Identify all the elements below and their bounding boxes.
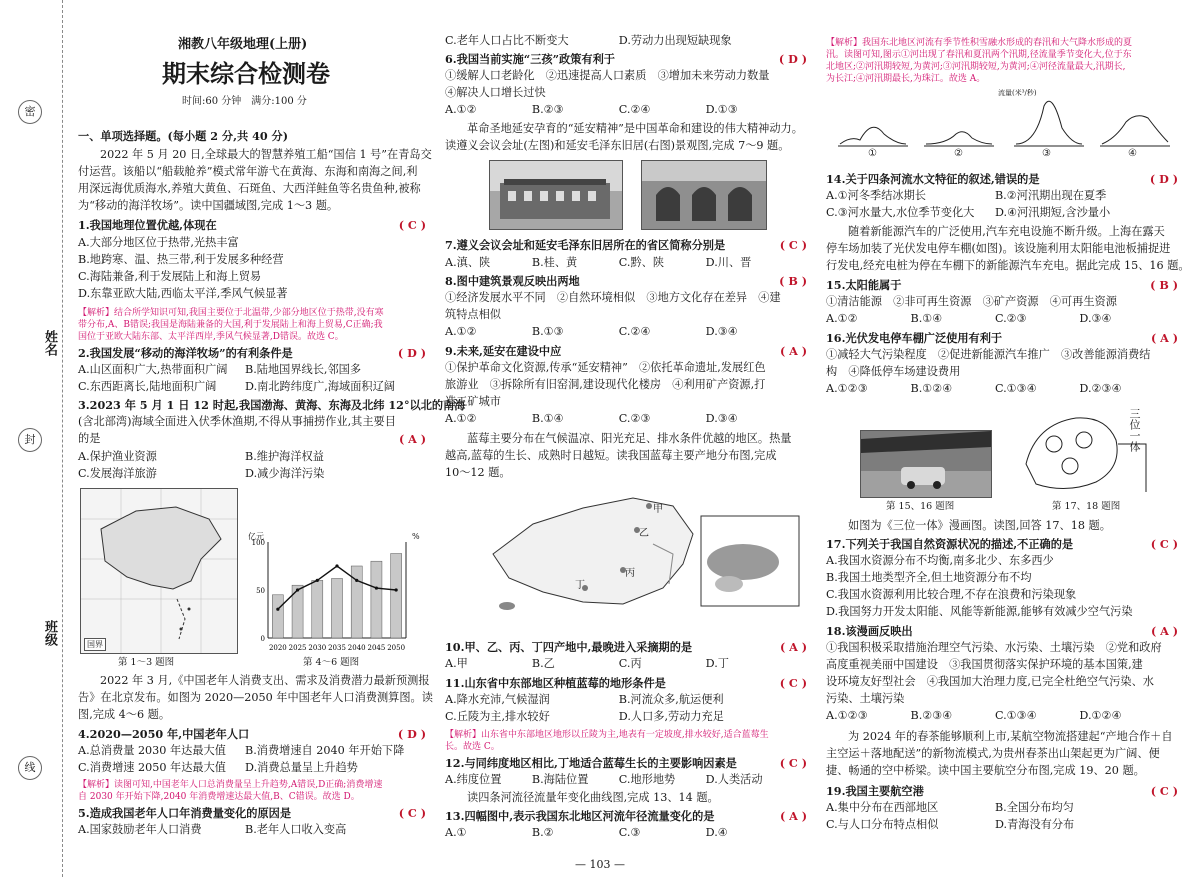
option-row (445, 412, 807, 426)
question-stem: 7.遵义会议会址和延安毛泽东旧居所在的省区简称分别是 (445, 238, 726, 252)
question-stem: 1.我国地理位置优越,体现在 (78, 218, 217, 232)
intro-line: 捷、畅通的空中桥梁。读中国主要航空分布图,完成 19、20 题。 (826, 764, 1145, 777)
option: D.南北跨纬度广,海域面积辽阔 (245, 380, 395, 393)
option: D.④ (705, 826, 728, 839)
option: D.川、晋 (705, 256, 752, 269)
option: C.丘陵为主,排水较好 (445, 710, 550, 723)
option: D.③④ (705, 325, 738, 338)
option-row (78, 380, 426, 394)
option: C.②③ (618, 412, 651, 425)
runoff-drawing (826, 88, 1176, 164)
option-row (826, 709, 1178, 723)
option: C.地形地势 (618, 773, 676, 786)
explanation: 北地区;②河汛期较短,为黄河;③河汛期较短,为黄河;④河径流量最大,汛期长, (826, 62, 1126, 72)
option: C.②④ (618, 103, 651, 116)
option-row (826, 312, 1178, 326)
intro-line: 用深远海优质海水,养殖大黄鱼、石斑鱼、大西洋鲑鱼等名贵鱼种,被称 (78, 182, 421, 195)
answer-mark: ( C ) (779, 756, 807, 770)
statement-items: ①清洁能源 ②非可再生资源 ③矿产资源 ④可再生资源 (826, 295, 1117, 308)
answer-mark: ( C ) (398, 218, 426, 232)
option: D.消费总量呈上升趋势 (245, 761, 358, 774)
answer-mark: ( A ) (779, 640, 807, 654)
option: D.劳动力出现短缺现象 (618, 34, 732, 47)
option-row (445, 325, 807, 339)
option: C.③河水量大,水位季节变化大 (826, 206, 975, 219)
question-3 (78, 432, 426, 446)
option: A.降水充沛,气候湿润 (445, 693, 550, 706)
option-row (78, 823, 426, 837)
option: B.①④ (531, 412, 564, 425)
option: B.消费增速自 2040 年开始下降 (245, 744, 405, 757)
option-row (826, 382, 1178, 396)
option: A.①②③ (826, 709, 868, 722)
yanan-residence-photo (641, 160, 767, 230)
option: A.①② (445, 412, 477, 425)
intro-line: 10～12 题。 (445, 466, 511, 479)
option-row (78, 450, 426, 464)
x-tick-label: 2040 (347, 644, 366, 652)
option-row (826, 206, 1178, 220)
option: B.地跨寒、温、热三带,利于发展多种经营 (78, 253, 284, 266)
option-row (445, 657, 807, 671)
option: B.老年人口收入变高 (245, 823, 347, 836)
solar-carport-drawing (861, 431, 991, 497)
option: D.我国努力开发太阳能、风能等新能源,能够有效减少空气污染 (826, 605, 1133, 618)
answer-mark: ( C ) (779, 676, 807, 690)
statement-items: 造工矿城市 (445, 395, 501, 408)
option-row (826, 818, 1178, 832)
option: A.甲 (445, 657, 468, 670)
question-stem: 4.2020—2050 年,中国老年人口 (78, 727, 250, 741)
option: D.减少海洋污染 (245, 467, 325, 480)
x-tick-label: 2035 (328, 644, 346, 652)
option: C.发展海洋旅游 (78, 467, 157, 480)
option: B.①④ (910, 312, 943, 325)
answer-mark: ( A ) (779, 344, 807, 358)
intro-line: 蓝莓主要分布在气候温凉、阳光充足、排水条件优越的地区。热量 (467, 432, 792, 445)
river-runoff-graphs (826, 88, 1176, 164)
statement-items: 旅游业 ③拆除所有旧窑洞,建设现代化楼房 ④利用矿产资源,打 (445, 378, 766, 391)
option-row (78, 744, 426, 758)
answer-mark: ( A ) (1150, 331, 1178, 345)
chart-svg (246, 530, 424, 654)
option: C.老年人口占比不断变大 (445, 34, 569, 47)
question-stem: 10.甲、乙、丙、丁四产地中,最晚进入采摘期的是 (445, 640, 693, 654)
option: C.③ (618, 826, 641, 839)
question-stem: 11.山东省中东部地区种植蓝莓的地形条件是 (445, 676, 666, 690)
option-row (445, 773, 807, 787)
blueberry-map-drawing (473, 484, 803, 630)
option: A.保护渔业资源 (78, 450, 157, 463)
option-row (445, 34, 807, 48)
intro-line: 为“移动的海洋牧场”。读中国疆域图,完成 1～3 题。 (78, 199, 339, 212)
intro-line: 越高,蓝莓的生长、成熟时日越短。读我国蓝莓主要产地分布图,完成 (445, 449, 777, 462)
intro-line: 图,完成 4～6 题。 (78, 708, 171, 721)
answer-mark: ( C ) (1150, 537, 1178, 551)
option: B.②河汛期出现在夏季 (994, 189, 1107, 202)
explanation: 带分布,A、B错误;我国是海陆兼备的大国,利于发展陆上和海上贸易,C正确;我 (78, 320, 383, 330)
graph-label: ④ (1128, 148, 1137, 159)
intro-line: 行发电,经充电桩为停在车棚下的新能源汽车充电。据此完成 15、16 题。 (826, 259, 1190, 272)
series-title: 湘教八年级地理(上册) (178, 37, 308, 52)
intro-line: 告》在北京发布。如图为 2020—2050 年中国老年人口消费测算图。读 (78, 691, 433, 704)
question-9 (445, 344, 807, 359)
question-17 (826, 537, 1178, 552)
question-2 (78, 346, 426, 361)
option-row (78, 467, 426, 481)
statement-items: ①我国积极采取措施治理空气污染、水污染、土壤污染 ②党和政府 (826, 641, 1162, 654)
question-stem: 14.关于四条河流水文特征的叙述,错误的是 (826, 172, 1040, 186)
graph-label: ② (954, 148, 963, 159)
figure-caption: 第 1～3 题图 (118, 657, 175, 668)
question-stem: 18.该漫画反映出 (826, 624, 913, 638)
option: B.② (531, 826, 554, 839)
figure-caption: 第 4～6 题图 (303, 657, 360, 668)
option: D.人类活动 (705, 773, 763, 786)
option: C.黔、陕 (618, 256, 665, 269)
option: C.海陆兼备,利于发展陆上和海上贸易 (78, 270, 262, 283)
y-tick-label: 0 (260, 635, 265, 643)
consumption-bar (371, 561, 382, 638)
answer-mark: ( D ) (778, 52, 807, 66)
consumption-bar (312, 580, 323, 638)
statement-items: 筑特点相似 (445, 308, 501, 321)
consumption-chart (246, 530, 424, 654)
intro-line: 付运营。该船以“船载舱养”模式常年游弋在黄海、东海和南海之间,利 (78, 165, 418, 178)
option: A.①② (826, 312, 858, 325)
exam-meta: 时间:60 分钟 满分:100 分 (182, 96, 307, 107)
cartoon-char: 三 (1128, 408, 1141, 419)
consumption-bar (391, 554, 402, 638)
option-row (826, 189, 1178, 203)
intro-line: 革命圣地延安孕育的“延安精神”是中国革命和建设的伟大精神动力。 (467, 122, 803, 135)
x-tick-label: 2050 (387, 644, 406, 652)
option: C.我国水资源利用比较合理,不存在浪费和污染现象 (826, 588, 1077, 601)
intro-line: 主空运＋落地配送”的新物流模式,为贵州春茶出山架起更为广阔、便 (826, 747, 1160, 760)
answer-mark: ( D ) (397, 727, 426, 741)
intro-line: 2022 年 3 月,《中国老年人消费支出、需求及消费潜力最新预测报 (100, 674, 430, 687)
x-tick-label: 2045 (367, 644, 386, 652)
option: C.与人口分布特点相似 (826, 818, 939, 831)
option: C.②③ (994, 312, 1027, 325)
question-stem: 16.光伏发电停车棚广泛使用有利于 (826, 331, 1003, 345)
zunyi-site-drawing (490, 161, 622, 229)
option: A.山区面积广大,热带面积广阔 (78, 363, 228, 376)
answer-mark: ( A ) (398, 432, 426, 446)
option-row (445, 103, 807, 117)
question-stem: 15.太阳能属于 (826, 278, 902, 292)
explanation: 【解析】我国东北地区河流有季节性积雪融水形成的春汛和大气降水形成的夏 (826, 38, 1133, 48)
option: A.集中分布在西部地区 (826, 801, 939, 814)
statement-items: ①经济发展水平不同 ②自然环境相似 ③地方文化存在差异 ④建 (445, 291, 781, 304)
option: B.桂、黄 (531, 256, 578, 269)
option: B.乙 (531, 657, 555, 670)
statement-items: ④解决人口增长过快 (445, 86, 546, 99)
zunyi-site-photo (489, 160, 623, 230)
graph-unit: 流量(米³/秒) (998, 89, 1037, 97)
statement-items: ①保护革命文化资源,传承“延安精神” ②依托革命遗址,发展红色 (445, 361, 766, 374)
option-row (78, 363, 426, 377)
question-3-stem: (含北部湾)海域全面进入伏季休渔期,不得从事捕捞作业,其主要目 (78, 415, 396, 428)
site-label-jia: 甲 (653, 504, 663, 515)
answer-mark: ( B ) (779, 274, 807, 288)
intro-line: 停车场加装了光伏发电停车棚(如图)。该设施利用太阳能电池板捕捉进 (826, 242, 1171, 255)
option: B.全国分布均匀 (994, 801, 1074, 814)
statement-items: ①减轻大气污染程度 ②促进新能源汽车推广 ③改善能源消费结 (826, 348, 1151, 361)
question-stem: 5.造成我国老年人口年消费量变化的原因是 (78, 806, 292, 820)
option: A.我国水资源分布不均衡,南多北少、东多西少 (826, 554, 1054, 567)
graph-label: ③ (1042, 148, 1051, 159)
seal-mark: 线 (18, 756, 42, 780)
option: A.国家鼓励老年人口消费 (78, 823, 202, 836)
option: A.①② (445, 325, 477, 338)
statement-items: 设环境友好型社会 ④我国加大治理力度,已完全杜绝空气污染、水 (826, 675, 1154, 688)
china-map-drawing (81, 489, 237, 653)
explanation: 长。故选 C。 (445, 742, 500, 752)
option: D.③④ (1079, 312, 1112, 325)
option: A.纬度位置 (445, 773, 502, 786)
question-7 (445, 238, 807, 253)
answer-mark: ( C ) (779, 238, 807, 252)
question-stem: 12.与同纬度地区相比,丁地适合蓝莓生长的主要影响因素是 (445, 756, 737, 770)
answer-mark: ( D ) (397, 346, 426, 360)
option: D.人口多,劳动力充足 (618, 710, 724, 723)
option: B.维护海洋权益 (245, 450, 324, 463)
option: B.海陆位置 (531, 773, 589, 786)
question-16 (826, 331, 1178, 346)
option: D.东靠亚欧大陆,西临太平洋,季风气候显著 (78, 287, 288, 300)
statement-items: 构 ④降低停车场建设费用 (826, 365, 961, 378)
question-stem: 13.四幅图中,表示我国东北地区河流年径流量变化的是 (445, 809, 715, 823)
statement-items: 污染、土壤污染 (826, 692, 905, 705)
question-stem: 6.我国当前实施“三孩”政策有利于 (445, 52, 615, 66)
explanation: 【解析】山东省中东部地区地形以丘陵为主,地表有一定坡度,排水较好,适合蓝莓生 (445, 730, 769, 740)
statement-items: ①缓解人口老龄化 ②迅速提高人口素质 ③增加未来劳动力数量 (445, 69, 770, 82)
solar-carport-photo (860, 430, 992, 498)
option: C.丙 (618, 657, 642, 670)
question-stem: 19.我国主要航空港 (826, 784, 924, 798)
option: C.东西距离长,陆地面积广阔 (78, 380, 217, 393)
option: D.②③④ (1079, 382, 1122, 395)
option: D.青海没有分布 (994, 818, 1075, 831)
answer-mark: ( C ) (1150, 784, 1178, 798)
question-12 (445, 756, 807, 771)
option: B.②③④ (910, 709, 953, 722)
site-label-yi: 乙 (639, 528, 649, 539)
name-label: 姓名 (42, 330, 57, 356)
blueberry-map (473, 484, 803, 630)
option-row (445, 710, 807, 724)
option: A.① (445, 826, 467, 839)
statement-items: 高度重视美丽中国建设 ③我国贯彻落实保护环境的基本国策,建 (826, 658, 1143, 671)
question-15 (826, 278, 1178, 293)
question-18 (826, 624, 1178, 639)
option-row (78, 761, 426, 775)
china-territory-map (80, 488, 238, 654)
explanation: 【解析】读图可知,中国老年人口总消费量呈上升趋势,A错误,D正确;消费增速 (78, 780, 383, 790)
answer-mark: ( B ) (1150, 278, 1178, 292)
option: C.①③④ (994, 709, 1037, 722)
option: A.①②③ (826, 382, 868, 395)
explanation: 汛。读图可知,图示①河出现了春汛和夏汛两个汛期,径流量季节变化大,位于东 (826, 50, 1132, 60)
question-stem: 9.未来,延安在建设中应 (445, 344, 562, 358)
cartoon-char: 位 (1128, 419, 1141, 430)
question-4 (78, 727, 426, 742)
site-label-ding: 丁 (575, 580, 585, 591)
page-number: — 103 — (575, 858, 625, 871)
intro-line: 如图为《三位一体》漫画图。读图,回答 17、18 题。 (848, 519, 1111, 532)
question-5 (78, 806, 426, 821)
column-3 (826, 0, 1190, 877)
answer-mark: ( C ) (398, 806, 426, 820)
question-stem: 8.图中建筑景观反映出两地 (445, 274, 580, 288)
option-row (445, 256, 807, 270)
explanation: 国位于亚欧大陆东部、太平洋西岸,季风气候显著,D错误。故选 C。 (78, 332, 344, 342)
y-tick-label: 100 (251, 539, 265, 547)
option: D.①②④ (1079, 709, 1122, 722)
question-8 (445, 274, 807, 289)
intro-line: 读遵义会议会址(左图)和延安毛泽东旧居(右图)景观图,完成 7～9 题。 (445, 139, 790, 152)
y-axis-unit-right: % (412, 532, 420, 541)
option: C.消费增速 2050 年达最大值 (78, 761, 226, 774)
option: B.陆地国界线长,邻国多 (245, 363, 362, 376)
intro-line: 为 2024 年的春茶能够顺利上市,某航空物流搭建起“产地合作＋自 (848, 730, 1173, 743)
option-row (445, 693, 807, 707)
question-stem: 的是 (78, 432, 101, 445)
question-19 (826, 784, 1178, 799)
option-row (826, 801, 1178, 815)
answer-mark: ( D ) (1149, 172, 1178, 186)
x-tick-label: 2025 (288, 644, 307, 652)
page-title: 期末综合检测卷 (162, 60, 330, 88)
option: A.①河冬季结冰期长 (826, 189, 926, 202)
graph-label: ① (868, 148, 877, 159)
explanation: 自 2030 年开始下降,2040 年消费增速达最大值,B、C错误。故选 D。 (78, 792, 360, 802)
y-tick-label: 50 (256, 587, 265, 595)
binding-gutter (0, 0, 63, 877)
question-6 (445, 52, 807, 67)
option: C.②④ (618, 325, 651, 338)
question-3-stem: 3.2023 年 5 月 1 日 12 时起,我国渤海、黄海、东海及北纬 12°以北的南海 (78, 398, 466, 412)
option: D.①③ (705, 103, 738, 116)
y-axis-unit-left: 亿元 (248, 532, 264, 541)
map-legend: 国界 (84, 638, 106, 651)
option: D.④河汛期短,含沙量小 (994, 206, 1111, 219)
option: A.滇、陕 (445, 256, 491, 269)
site-label-bing: 丙 (625, 568, 635, 579)
explanation: 为长江;④河汛期最长,为珠江。故选 A。 (826, 74, 986, 84)
answer-mark: ( A ) (779, 809, 807, 823)
class-label: 班级 (42, 620, 57, 646)
option: A.总消费量 2030 年达最大值 (78, 744, 226, 757)
question-1 (78, 218, 426, 233)
option: A.①② (445, 103, 477, 116)
x-tick-label: 2030 (308, 644, 327, 652)
option: B.②③ (531, 103, 564, 116)
column-2 (445, 0, 807, 877)
question-11 (445, 676, 807, 691)
intro-line: 随着新能源汽车的广泛使用,汽车充电设施不断升级。上海在露天 (848, 225, 1165, 238)
section-heading: 一、单项选择题。(每小题 2 分,共 40 分) (78, 129, 289, 143)
option-row (445, 826, 807, 840)
three-in-one-cartoon (1006, 404, 1156, 500)
intro-line: 读四条河流径流量年变化曲线图,完成 13、14 题。 (467, 791, 719, 804)
question-10 (445, 640, 807, 655)
option: B.①②④ (910, 382, 953, 395)
seal-mark: 封 (18, 428, 42, 452)
consumption-bar (272, 595, 283, 638)
option: B.河流众多,航运便利 (618, 693, 724, 706)
option: D.丁 (705, 657, 729, 670)
consumption-bar (331, 578, 342, 638)
option: D.③④ (705, 412, 738, 425)
seal-mark: 密 (18, 100, 42, 124)
question-stem: 2.我国发展“移动的海洋牧场”的有利条件是 (78, 346, 293, 360)
figure-caption: 第 17、18 题图 (1052, 501, 1121, 512)
option: C.①③④ (994, 382, 1037, 395)
x-tick-label: 2020 (268, 644, 287, 652)
question-stem: 17.下列关于我国自然资源状况的描述,不正确的是 (826, 537, 1074, 551)
option: B.我国土地类型齐全,但土地资源分布不均 (826, 571, 1032, 584)
cartoon-char: 体 (1128, 441, 1141, 452)
cartoon-title (1128, 408, 1141, 452)
figure-caption: 第 15、16 题图 (886, 501, 955, 512)
cartoon-char: 一 (1128, 430, 1141, 441)
option: B.①③ (531, 325, 564, 338)
explanation: 【解析】结合所学知识可知,我国主要位于北温带,少部分地区位于热带,没有寒 (78, 308, 384, 318)
question-14 (826, 172, 1178, 187)
intro-line: 2022 年 5 月 20 日,全球最大的智慧养殖工船“国信 1 号”在青岛交 (100, 148, 432, 161)
yanan-residence-drawing (642, 161, 766, 229)
option: A.大部分地区位于热带,光热丰富 (78, 236, 239, 249)
answer-mark: ( A ) (1150, 624, 1178, 638)
question-13 (445, 809, 807, 824)
